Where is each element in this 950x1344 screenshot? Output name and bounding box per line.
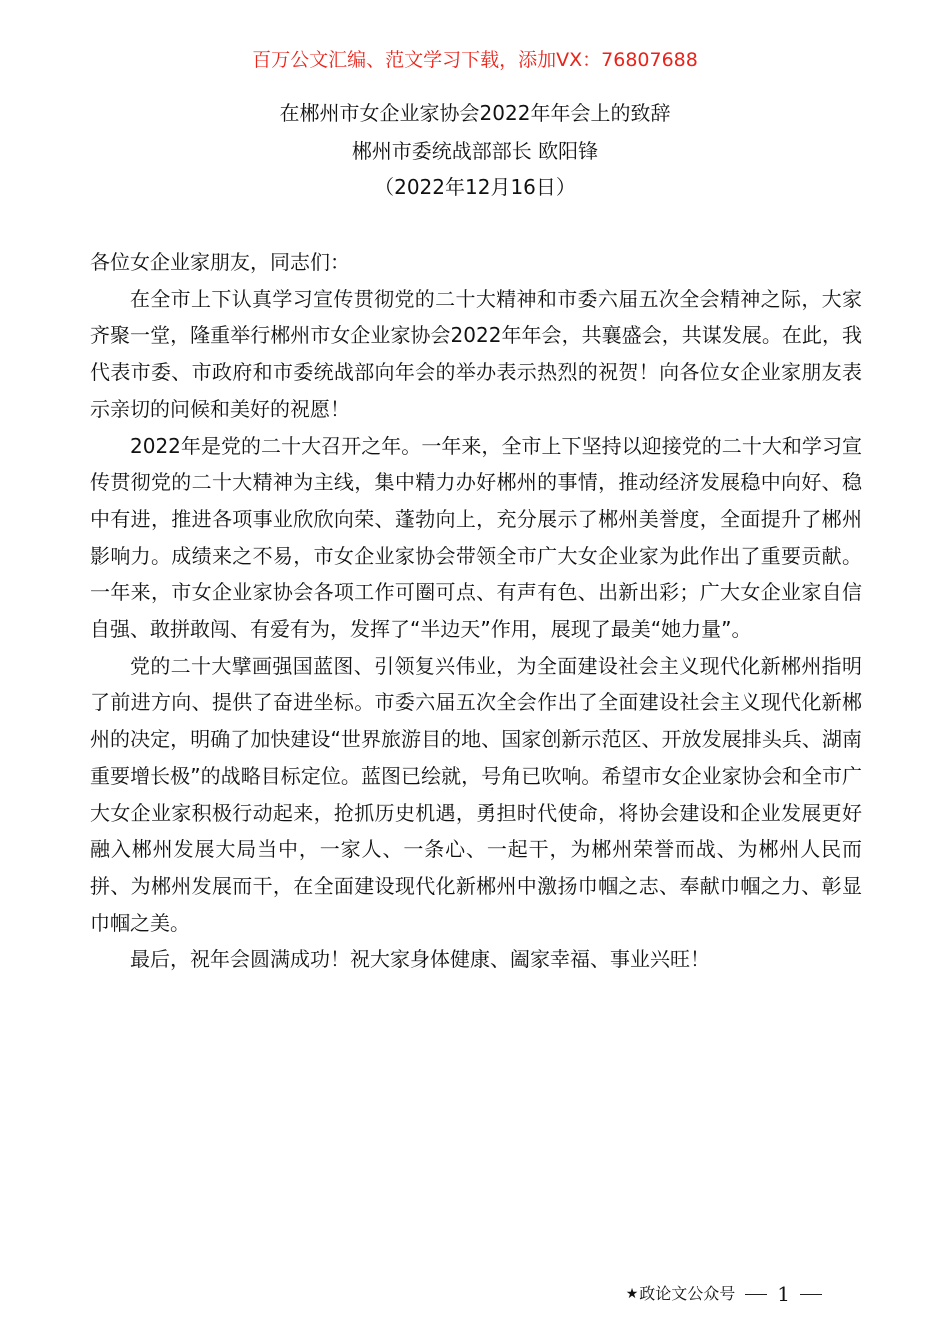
paragraph-blueprint: 党的二十大擘画强国蓝图、引领复兴伟业，为全面建设社会主义现代化新郴州指明了前进方向、提供了奋进坐标。市委六届五次全会作出了全面建设社会主义现代化新郴州的决定，明确了加快建设“世界旅游目的地、国家创新示范区、开放发展排头兵、湖南重要增长极”的战略目标定位。蓝图已绘就，号角已吹响。希望市女企业家协会和全市广大女企业家积极行动起来，抢抓历史机遇，勇担时代使命，将协会建设和企业发展更好融入郴州发展大局当中，一家人、一条心、一起干，为郴州荣誉而战、为郴州人民而拼、为郴州发展而干，在全面建设现代化新郴州中激扬巾帼之志、奉献巾帼之力、彰显巾帼之美。 <box>90 653 862 935</box>
footer-source: 政论文公众号 <box>639 1284 736 1303</box>
speech-body <box>90 244 862 978</box>
paragraph-achievements: 2022年是党的二十大召开之年。一年来，全市上下坚持以迎接党的二十大和学习宣传贯彻党的二十大精神为主线，集中精力办好郴州的事情，推动经济发展稳中向好、稳中有进，推进各项事业欣欣向荣、蓬勃向上，充分展示了郴州美誉度，全面提升了郴州影响力。成绩来之不易，市女企业家协会带领全市广大女企业家为此作出了重要贡献。一年来，市女企业家协会各项工作可圈可点、有声有色、出新出彩；广大女企业家自信自强、敢拼敢闯、有爱有为，发挥了“半边天”作用，展现了最美“她力量”。 <box>90 433 862 642</box>
speech-author: 郴州市委统战部部长 欧阳锋 <box>351 139 599 163</box>
ad-banner: 百万公文汇编、范文学习下载，添加VX：76807688 <box>252 49 698 71</box>
star-icon: ★ <box>625 1286 639 1302</box>
dash-divider-right <box>800 1294 822 1295</box>
paragraph-opening: 在全市上下认真学习宣传贯彻党的二十大精神和市委六届五次全会精神之际，大家齐聚一堂，隆重举行郴州市女企业家协会2022年年会，共襄盛会，共谋发展。在此，我代表市委、市政府和市委统战部向年会的举办表示热烈的祝贺！向各位女企业家朋友表示亲切的问候和美好的祝愿！ <box>90 286 862 421</box>
paragraph-closing: 最后，祝年会圆满成功！祝大家身体健康、阖家幸福、事业兴旺！ <box>130 947 710 972</box>
speech-title: 在郴州市女企业家协会2022年年会上的致辞 <box>279 101 671 125</box>
speech-date: （2022年12月16日） <box>374 175 576 199</box>
page-footer <box>626 1282 832 1306</box>
dash-divider-left <box>745 1294 767 1295</box>
salutation: 各位女企业家朋友，同志们： <box>90 250 350 274</box>
page-number: 1 <box>777 1282 790 1306</box>
